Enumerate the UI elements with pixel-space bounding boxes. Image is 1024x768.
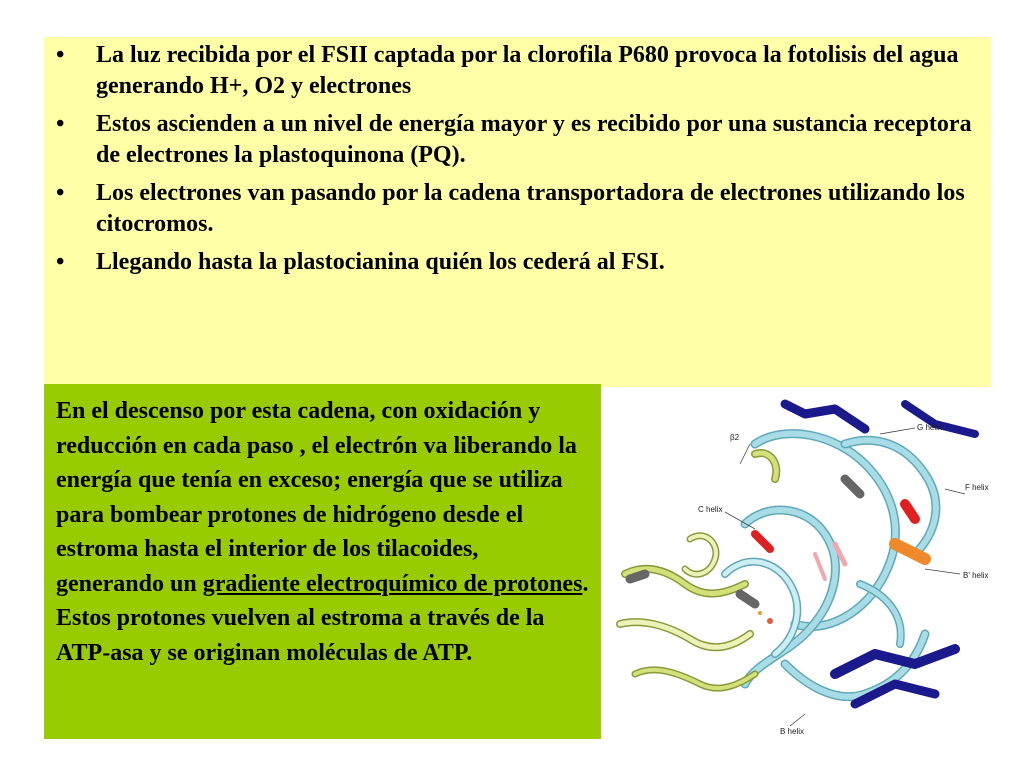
explanation-paragraph bbox=[56, 394, 591, 670]
bullet-icon: • bbox=[56, 42, 65, 68]
label-b-prime-helix: B' helix bbox=[963, 571, 989, 580]
label-g-helix: G helix bbox=[917, 423, 942, 432]
bullet-text: Estos ascienden a un nivel de energía mayor y es recibido por una sustancia receptora de electrones la plastoquinona (PQ). bbox=[96, 111, 972, 168]
bullet-item bbox=[52, 109, 972, 171]
label-b-helix: B helix bbox=[780, 727, 805, 736]
bullet-icon: • bbox=[56, 180, 65, 206]
paragraph-text: En el descenso por esta cadena, con oxidación y reducción en cada paso , el electrón va liberando la energía que tenía en exceso; energía que se utiliza para bombear protones de hidrógeno desde el estroma hasta el interior de los tilacoides, generando un bbox=[56, 398, 577, 597]
bullet-text: La luz recibida por el FSII captada por la clorofila P680 provoca la fotolisis del agua generando H+, O2 y electrones bbox=[96, 42, 959, 99]
bullet-list bbox=[52, 40, 972, 285]
bullet-icon: • bbox=[56, 249, 65, 275]
protein-ribbon-illustration bbox=[605, 384, 1005, 754]
bullet-item bbox=[52, 178, 972, 240]
underlined-term: gradiente electroquímico de protones bbox=[202, 570, 583, 597]
label-beta2: β2 bbox=[730, 433, 740, 442]
bullet-text: Los electrones van pasando por la cadena transportadora de electrones utilizando los citocromos. bbox=[96, 180, 965, 237]
label-c-helix: C helix bbox=[698, 505, 723, 514]
label-f-helix: F helix bbox=[965, 483, 989, 492]
paragraph-text-end: . Estos protones vuelven al estroma a través de la ATP-asa y se originan moléculas de ATP. bbox=[56, 570, 589, 666]
bullet-text: Llegando hasta la plastocianina quién los cederá al FSI. bbox=[96, 249, 665, 275]
bullet-icon: • bbox=[56, 111, 65, 137]
bullet-item bbox=[52, 247, 972, 278]
bullet-item bbox=[52, 40, 972, 102]
protein-structure-figure bbox=[605, 384, 1005, 754]
